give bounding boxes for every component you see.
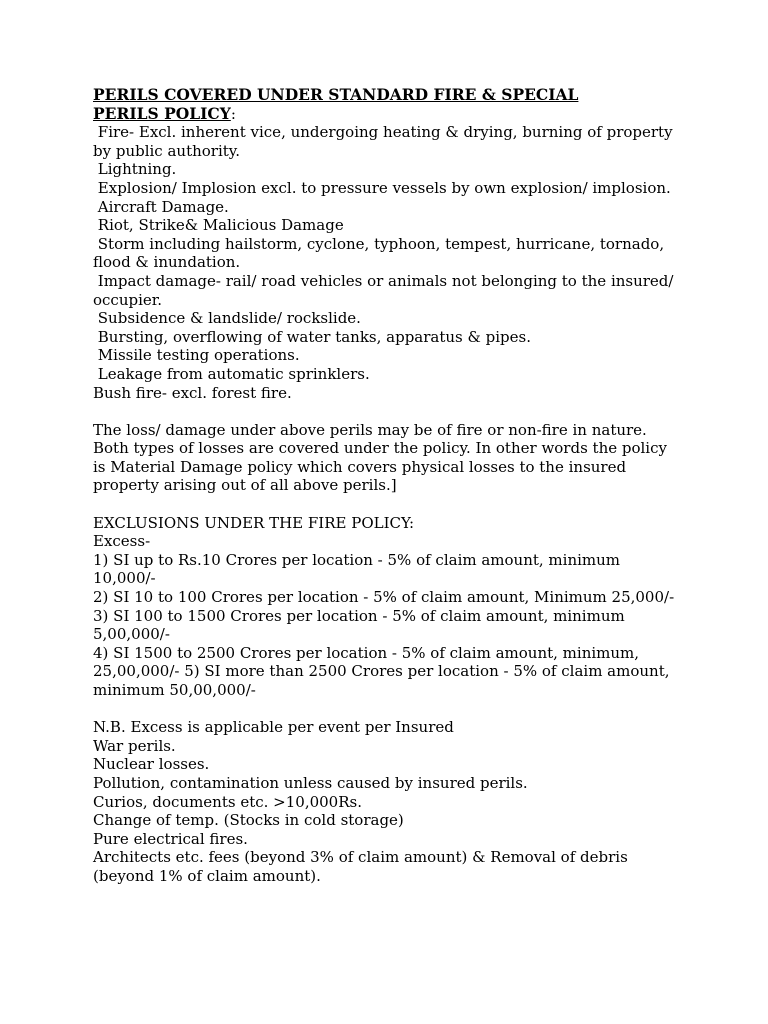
other-exclusions-list (93, 718, 683, 885)
excess-item: 4) SI 1500 to 2500 Crores per location - 5% of claim amount, minimum, 25,00,000/- 5) SI more than 2500 Crores per location - 5% of claim amount, minimum 50,00,000/- (93, 643, 670, 699)
spacer (93, 700, 683, 719)
spacer (93, 402, 683, 421)
exclusion-item: Architects etc. fees (beyond 3% of claim amount) & Removal of debris (beyond 1% of claim amount). (93, 848, 628, 885)
document-page (93, 86, 683, 886)
exclusion-item: N.B. Excess is applicable per event per Insured (93, 718, 454, 737)
exclusion-item: Pollution, contamination unless caused by insured perils. (93, 773, 528, 792)
peril-item: Bush fire- excl. forest fire. (93, 383, 292, 402)
peril-item: Impact damage- rail/ road vehicles or animals not belonging to the insured/ occupier. (93, 271, 679, 309)
exclusions-heading: EXCLUSIONS UNDER THE FIRE POLICY: (93, 513, 415, 532)
peril-item: Explosion/ Implosion excl. to pressure vessels by own explosion/ implosion. (93, 178, 671, 197)
excess-item: 2) SI 10 to 100 Crores per location - 5% of claim amount, Minimum 25,000/- (93, 588, 675, 607)
exclusion-item: Change of temp. (Stocks in cold storage) (93, 811, 404, 830)
perils-list (93, 123, 683, 402)
exclusion-item: Curios, documents etc. >10,000Rs. (93, 792, 362, 811)
peril-item: Missile testing operations. (93, 346, 300, 365)
document-title-line-2 (93, 105, 683, 124)
exclusion-item: War perils. (93, 736, 176, 755)
peril-item: Aircraft Damage. (93, 197, 229, 216)
peril-item: Leakage from automatic sprinklers. (93, 364, 370, 383)
excess-label: Excess- (93, 532, 151, 551)
exclusion-item: Nuclear losses. (93, 755, 210, 774)
peril-item: Lightning. (93, 160, 177, 179)
document-title-colon: : (230, 104, 236, 123)
excess-item: 1) SI up to Rs.10 Crores per location - 5% of claim amount, minimum 10,000/- (93, 550, 621, 588)
exclusion-item: Pure electrical fires. (93, 829, 248, 848)
excess-list (93, 551, 683, 700)
peril-item: Storm including hailstorm, cyclone, typhoon, tempest, hurricane, tornado, flood & inundation. (93, 234, 669, 272)
peril-item: Bursting, overflowing of water tanks, apparatus & pipes. (93, 327, 531, 346)
spacer (93, 495, 683, 514)
peril-item: Subsidence & landslide/ rockslide. (93, 309, 361, 328)
summary-paragraph: The loss/ damage under above perils may be of fire or non-fire in nature. Both types of losses are covered under the policy. In other words the policy is Material Damage policy which covers physical losses to the insured property arising out of all above perils.] (93, 420, 667, 495)
document-title-bold-part: PERILS POLICY (93, 103, 231, 123)
excess-item: 3) SI 100 to 1500 Crores per location - 5% of claim amount, minimum 5,00,000/- (93, 606, 625, 644)
document-title-line-1: PERILS COVERED UNDER STANDARD FIRE & SPECIAL (93, 85, 579, 104)
peril-item: Riot, Strike& Malicious Damage (93, 216, 344, 235)
peril-item: Fire- Excl. inherent vice, undergoing heating & drying, burning of property by public authority. (93, 123, 678, 160)
